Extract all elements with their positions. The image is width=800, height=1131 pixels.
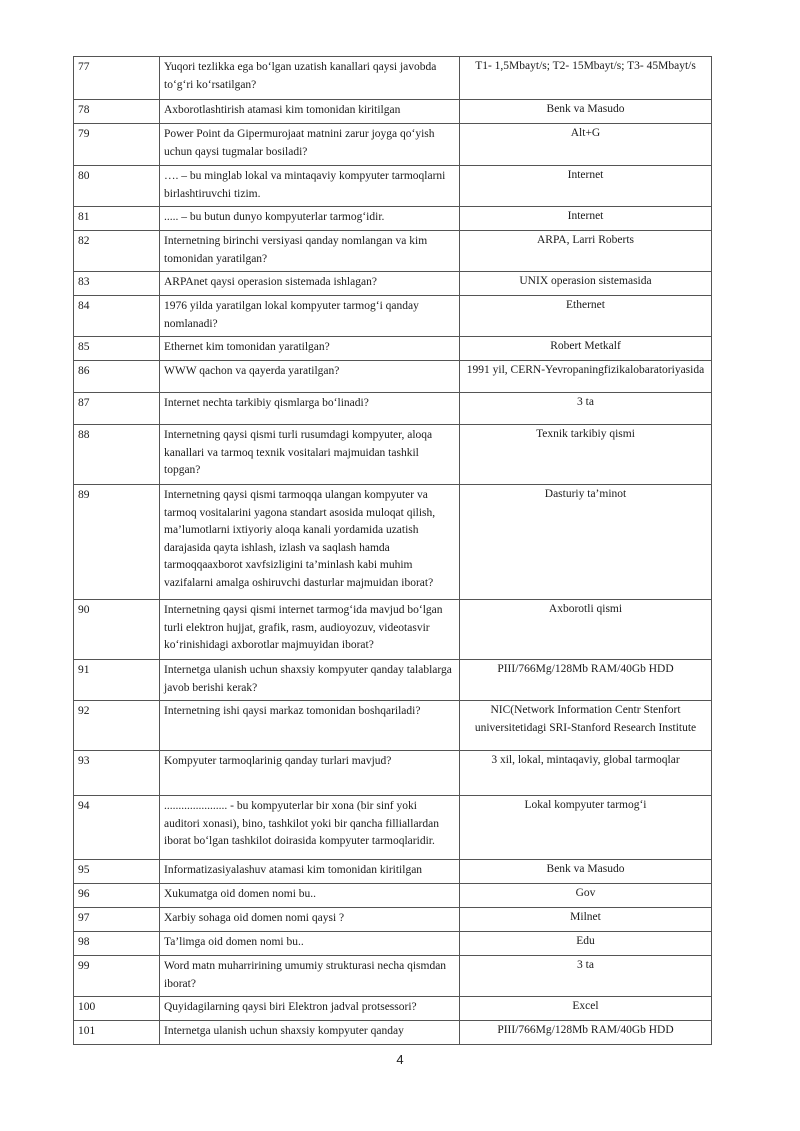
question-number: 77 [74,57,160,100]
answer-text: Dasturiy ta’minot [460,485,712,600]
table-row [74,701,712,751]
table-row [74,884,712,908]
table-row [74,57,712,100]
question-number: 97 [74,908,160,932]
table-row [74,860,712,884]
question-number: 92 [74,701,160,751]
question-text: ..... – bu butun dunyo kompyuterlar tarmog‘idir. [160,207,460,231]
table-row [74,485,712,600]
answer-text: ARPA, Larri Roberts [460,231,712,272]
table-row [74,166,712,207]
table-row [74,272,712,296]
question-number: 95 [74,860,160,884]
question-text: ARPAnet qaysi operasion sistemada ishlagan? [160,272,460,296]
question-text: Internetning qaysi qismi tarmoqqa ulangan kompyuter va tarmoq vositalarini yagona standart asosida muloqat qilish, ma’lumotlarni ixtiyoriy aloqa kanali yordamida uzatish darajasida qayta ishlash, izlash va saqlash hamda tarmoqqaaxborot xavfsizligini ta’minlash kabi muhim vazifalarni amalga oshiruvchi dasturlar majmuidan iborat? [160,485,460,600]
answer-text: Lokal kompyuter tarmog‘i [460,796,712,860]
table-row [74,956,712,997]
answer-text: Axborotli qismi [460,600,712,660]
question-number: 93 [74,751,160,796]
answer-text: NIC(Network Information Centr Stenfort universitetidagi SRI-Stanford Research Institute [460,701,712,751]
question-number: 94 [74,796,160,860]
question-text: Internetning qaysi qismi internet tarmog‘ida mavjud bo‘lgan turli elektron hujjat, grafik, rasm, audioyozuv, videotasvir ko‘rinishidagi axborotlar majmuyidan iborat? [160,600,460,660]
question-text: ...................... - bu kompyuterlar bir xona (bir sinf yoki auditori xonasi), bino, tashkilot yoki bir qancha filliallardan iborat bo‘lgan tashkilot doirasida kompyuter tarmoqlaridir. [160,796,460,860]
question-text: Internetning ishi qaysi markaz tomonidan boshqariladi? [160,701,460,751]
question-number: 100 [74,997,160,1021]
answer-text: Internet [460,166,712,207]
question-number: 87 [74,393,160,425]
question-text: Informatizasiyalashuv atamasi kim tomonidan kiritilgan [160,860,460,884]
table-row [74,751,712,796]
table-row [74,231,712,272]
question-number: 101 [74,1021,160,1045]
answer-text: Excel [460,997,712,1021]
table-row [74,600,712,660]
table-row [74,796,712,860]
answer-text: Edu [460,932,712,956]
question-text: Internetga ulanish uchun shaxsiy kompyuter qanday [160,1021,460,1045]
question-text: Power Point da Gipermurojaat matnini zarur joyga qo‘yish uchun qaysi tugmalar bosiladi? [160,124,460,166]
question-text: Internetning qaysi qismi turli rusumdagi kompyuter, aloqa kanallari va tarmoq texnik vositalari majmuidan tashkil topgan? [160,425,460,485]
question-number: 91 [74,660,160,701]
question-text: Xarbiy sohaga oid domen nomi qaysi ? [160,908,460,932]
question-number: 89 [74,485,160,600]
table-row [74,361,712,393]
question-number: 78 [74,100,160,124]
question-text: Kompyuter tarmoqlarinig qanday turlari mavjud? [160,751,460,796]
answer-text: Texnik tarkibiy qismi [460,425,712,485]
table-row [74,124,712,166]
answer-text: Benk va Masudo [460,860,712,884]
table-body [74,57,712,1045]
question-text: Xukumatga oid domen nomi bu.. [160,884,460,908]
table-row [74,932,712,956]
question-number: 82 [74,231,160,272]
question-text: …. – bu minglab lokal va mintaqaviy kompyuter tarmoqlarni birlashtiruvchi tizim. [160,166,460,207]
question-number: 99 [74,956,160,997]
question-text: Internetga ulanish uchun shaxsiy kompyuter qanday talablarga javob berishi kerak? [160,660,460,701]
table-row [74,997,712,1021]
table-row [74,100,712,124]
question-number: 98 [74,932,160,956]
answer-text: Gov [460,884,712,908]
table-row [74,660,712,701]
table-row [74,1021,712,1045]
answer-text: PIII/766Mg/128Mb RAM/40Gb HDD [460,1021,712,1045]
answer-text: Internet [460,207,712,231]
answer-text: Benk va Masudo [460,100,712,124]
question-number: 80 [74,166,160,207]
question-number: 85 [74,337,160,361]
answer-text: UNIX operasion sistemasida [460,272,712,296]
question-number: 88 [74,425,160,485]
question-text: Quyidagilarning qaysi biri Elektron jadval protsessori? [160,997,460,1021]
question-text: Internet nechta tarkibiy qismlarga bo‘linadi? [160,393,460,425]
question-table-container [73,56,711,1045]
question-number: 84 [74,296,160,337]
table-row [74,207,712,231]
table-row [74,425,712,485]
answer-text: T1- 1,5Mbayt/s; T2- 15Mbayt/s; T3- 45Mbayt/s [460,57,712,100]
question-text: Axborotlashtirish atamasi kim tomonidan kiritilgan [160,100,460,124]
question-number: 90 [74,600,160,660]
question-text: Word matn muharririning umumiy strukturasi necha qismdan iborat? [160,956,460,997]
answer-text: PIII/766Mg/128Mb RAM/40Gb HDD [460,660,712,701]
question-number: 79 [74,124,160,166]
question-text: Ethernet kim tomonidan yaratilgan? [160,337,460,361]
page-number: 4 [396,1052,404,1067]
answer-text: Alt+G [460,124,712,166]
answer-text: 3 ta [460,956,712,997]
question-text: Yuqori tezlikka ega bo‘lgan uzatish kanallari qaysi javobda to‘g‘ri ko‘rsatilgan? [160,57,460,100]
table-row [74,908,712,932]
answer-text: 1991 yil, CERN-Yevropaningfizikalobaratoriyasida [460,361,712,393]
table-row [74,393,712,425]
question-number: 83 [74,272,160,296]
answer-text: Robert Metkalf [460,337,712,361]
question-text: WWW qachon va qayerda yaratilgan? [160,361,460,393]
question-text: 1976 yilda yaratilgan lokal kompyuter tarmog‘i qanday nomlanadi? [160,296,460,337]
question-text: Ta’limga oid domen nomi bu.. [160,932,460,956]
table-row [74,296,712,337]
question-number: 86 [74,361,160,393]
question-text: Internetning birinchi versiyasi qanday nomlangan va kim tomonidan yaratilgan? [160,231,460,272]
question-number: 81 [74,207,160,231]
answer-text: 3 ta [460,393,712,425]
answer-text: Milnet [460,908,712,932]
answer-text: 3 xil, lokal, mintaqaviy, global tarmoqlar [460,751,712,796]
question-number: 96 [74,884,160,908]
table-row [74,337,712,361]
answer-text: Ethernet [460,296,712,337]
question-answer-table [73,56,712,1045]
